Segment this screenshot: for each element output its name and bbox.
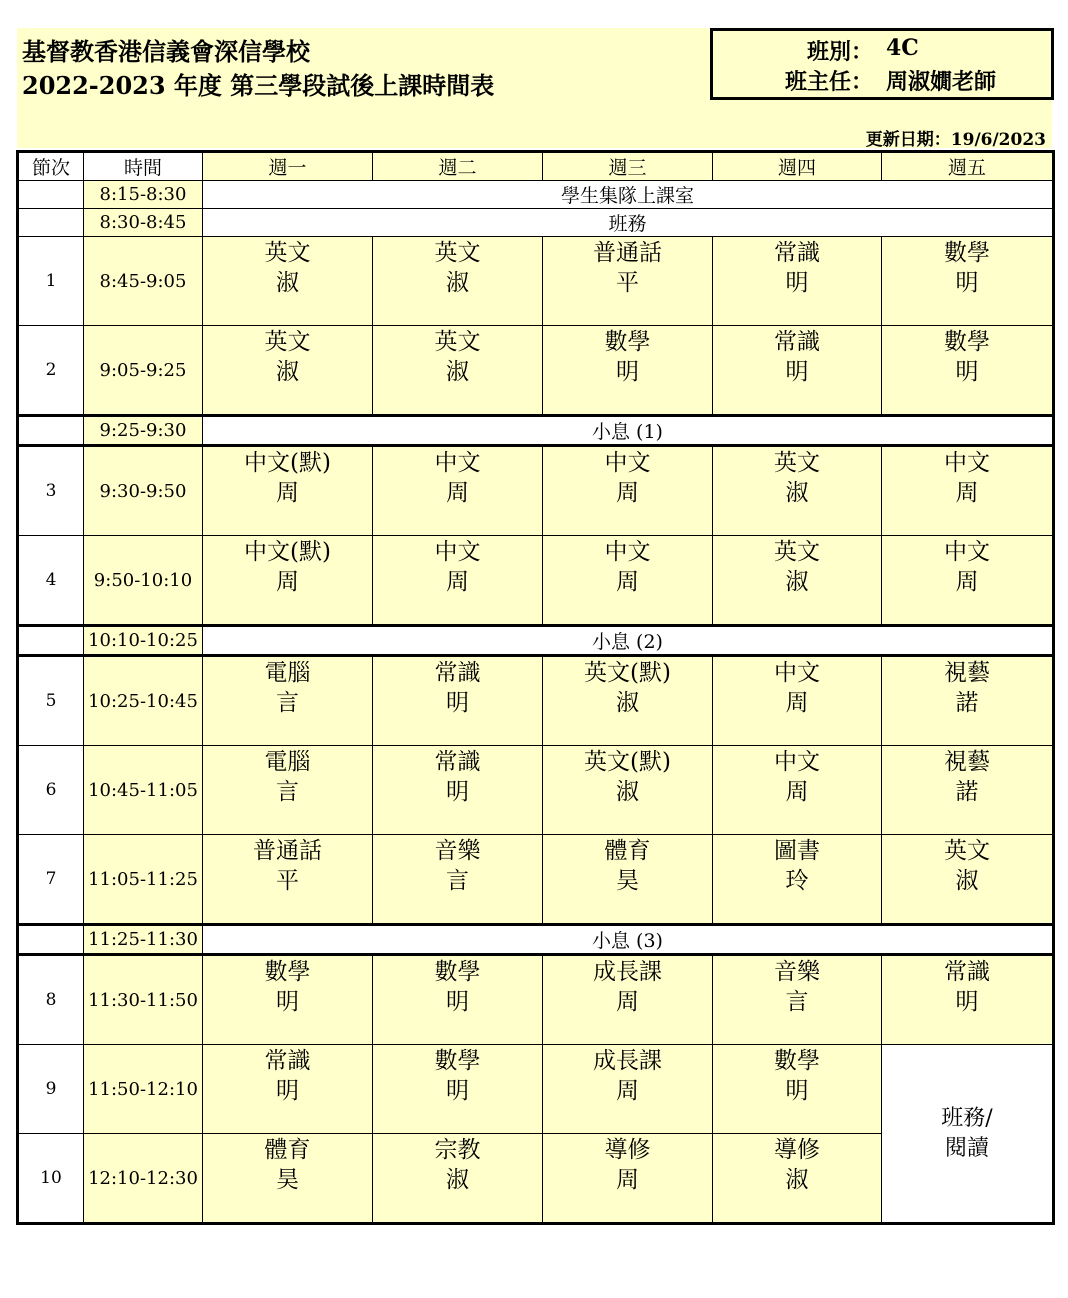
- teacher-name: 淑: [446, 1167, 469, 1193]
- friday-merged-line2: 閱讀: [944, 1135, 989, 1161]
- period-time: 11:05-11:25: [84, 835, 203, 925]
- lesson-cell: [203, 656, 373, 746]
- band-time: 8:30-8:45: [84, 209, 203, 237]
- lesson-cell: [203, 955, 373, 1045]
- subject-name: 成長課: [593, 1048, 662, 1074]
- col-header-period: 節次: [18, 152, 84, 181]
- lesson-cell: [373, 1045, 543, 1134]
- lesson-cell: [373, 536, 543, 626]
- teacher-name: 周: [446, 480, 469, 506]
- subject-name: 數學: [944, 329, 990, 355]
- period-row: [18, 446, 1054, 536]
- subject-name: 普通話: [253, 838, 322, 864]
- teacher-name: 淑: [276, 270, 299, 296]
- subject-name: 普通話: [593, 240, 662, 266]
- band-label: 班務: [203, 209, 1054, 237]
- lesson-cell-content: [373, 447, 542, 535]
- subject-name: 英文(默): [584, 660, 671, 686]
- lesson-cell-content: [882, 956, 1052, 1044]
- lesson-cell: [543, 656, 713, 746]
- lesson-cell-content: [543, 746, 712, 834]
- teacher-name: 周: [446, 569, 469, 595]
- subject-name: 英文: [434, 240, 481, 266]
- lesson-cell: [543, 446, 713, 536]
- teacher-name: 明: [955, 359, 979, 385]
- timetable: [16, 150, 1055, 1225]
- col-header-wed: 週三: [543, 152, 713, 181]
- teacher-name: 明: [446, 989, 469, 1015]
- period-time: 10:25-10:45: [84, 656, 203, 746]
- lesson-cell: [713, 746, 882, 835]
- teacher-name: 淑: [785, 569, 809, 595]
- subject-name: 常識: [264, 1048, 311, 1074]
- lesson-cell-content: [713, 746, 881, 834]
- period-number: 7: [18, 835, 84, 925]
- subject-name: 數學: [774, 1048, 820, 1074]
- lesson-cell: [203, 446, 373, 536]
- col-header-tue: 週二: [373, 152, 543, 181]
- lesson-cell: [203, 326, 373, 416]
- subject-name: 圖書: [774, 838, 820, 864]
- lesson-cell-content: [713, 237, 881, 325]
- lesson-cell-content: [373, 956, 542, 1044]
- period-number: 5: [18, 656, 84, 746]
- subject-name: 常識: [774, 329, 820, 355]
- band-time: 8:15-8:30: [84, 181, 203, 209]
- lesson-cell: [203, 835, 373, 925]
- lesson-cell-content: [373, 1045, 542, 1133]
- band-time: 10:10-10:25: [84, 626, 203, 656]
- lesson-cell-content: [543, 536, 712, 624]
- teacher-name: 周: [616, 480, 639, 506]
- teacher-name: 周: [276, 480, 299, 506]
- subject-name: 數學: [604, 329, 651, 355]
- lesson-cell-content: [713, 1134, 881, 1222]
- lesson-cell-content: [203, 746, 372, 834]
- subject-name: 英文(默): [584, 749, 671, 775]
- subject-name: 英文: [264, 240, 311, 266]
- period-number: 1: [18, 237, 84, 326]
- subject-name: 音樂: [774, 959, 820, 985]
- lesson-cell-content: [882, 746, 1052, 834]
- lesson-cell: [713, 237, 882, 326]
- teacher-name: 平: [276, 868, 299, 894]
- lesson-cell-content: [882, 237, 1052, 325]
- lesson-cell: [882, 446, 1054, 536]
- period-time: 12:10-12:30: [84, 1134, 203, 1224]
- period-row: [18, 237, 1054, 326]
- band-time: 9:25-9:30: [84, 416, 203, 446]
- lesson-cell: [373, 955, 543, 1045]
- lesson-cell-content: [713, 956, 881, 1044]
- subject-name: 視藝: [944, 660, 990, 686]
- lesson-cell: [882, 536, 1054, 626]
- teacher-label: 班主任：: [784, 69, 873, 95]
- teacher-name: 明: [446, 779, 469, 805]
- period-number: 6: [18, 746, 84, 835]
- teacher-name: 淑: [616, 690, 639, 716]
- lesson-cell: [713, 656, 882, 746]
- period-time: 9:50-10:10: [84, 536, 203, 626]
- lesson-cell-content: [203, 956, 372, 1044]
- lesson-cell-content: [373, 237, 542, 325]
- teacher-name: 明: [276, 1078, 299, 1104]
- lesson-cell-content: [882, 447, 1052, 535]
- teacher-name: 言: [446, 868, 469, 894]
- subject-name: 數學: [944, 240, 990, 266]
- period-row: [18, 326, 1054, 416]
- teacher-name: 諾: [955, 690, 979, 716]
- teacher-name: 周: [955, 480, 979, 506]
- lesson-cell: [543, 955, 713, 1045]
- period-number: 3: [18, 446, 84, 536]
- teacher-name: 昊: [616, 868, 639, 894]
- lesson-cell-content: [373, 835, 542, 923]
- lesson-cell: [203, 1134, 373, 1224]
- teacher-name: 周: [616, 569, 639, 595]
- band-row-break3: [18, 925, 1054, 955]
- lesson-cell-content: [203, 657, 372, 745]
- subject-name: 宗教: [434, 1137, 481, 1163]
- teacher-name: 玲: [785, 868, 809, 894]
- teacher-name: 言: [276, 779, 299, 805]
- teacher-name: 周: [785, 779, 809, 805]
- band-row-class_duty: [18, 209, 1054, 237]
- period-row: [18, 536, 1054, 626]
- period-time: 10:45-11:05: [84, 746, 203, 835]
- period-time: 9:30-9:50: [84, 446, 203, 536]
- timetable-title: 2022-2023 年度 第三學段試後上課時間表: [22, 71, 495, 100]
- subject-name: 中文: [434, 539, 481, 565]
- class-label: 班別：: [806, 39, 873, 65]
- lesson-cell-content: [203, 536, 372, 624]
- period-number: 9: [18, 1045, 84, 1134]
- band-period-cell: [18, 209, 84, 237]
- lesson-cell-content: [203, 326, 372, 414]
- subject-name: 導修: [604, 1137, 651, 1163]
- lesson-cell: [543, 835, 713, 925]
- lesson-cell: [203, 237, 373, 326]
- school-name: 基督教香港信義會深信學校: [22, 37, 310, 66]
- lesson-cell: [543, 326, 713, 416]
- lesson-cell: [543, 237, 713, 326]
- teacher-name: 明: [785, 359, 809, 385]
- lesson-cell: [373, 326, 543, 416]
- period-row: [18, 746, 1054, 835]
- lesson-cell: [543, 1045, 713, 1134]
- subject-name: 電腦: [264, 660, 311, 686]
- lesson-cell: [882, 656, 1054, 746]
- lesson-cell: [713, 1134, 882, 1224]
- friday-merged-line1: 班務/: [941, 1105, 993, 1131]
- lesson-cell-content: [713, 835, 881, 923]
- period-number: 10: [18, 1134, 84, 1224]
- teacher-name: 周: [616, 1078, 639, 1104]
- teacher-name: 周: [616, 989, 639, 1015]
- teacher-name: 淑: [276, 359, 299, 385]
- subject-name: 視藝: [944, 749, 990, 775]
- lesson-cell-content: [543, 657, 712, 745]
- band-row-assembly: [18, 181, 1054, 209]
- band-label: 小息 (2): [203, 626, 1054, 656]
- teacher-name: 明: [955, 270, 979, 296]
- teacher-name: 淑: [785, 480, 809, 506]
- lesson-cell-content: [203, 237, 372, 325]
- subject-name: 中文: [774, 660, 820, 686]
- subject-name: 中文(默): [244, 539, 331, 565]
- subject-name: 體育: [264, 1137, 311, 1163]
- lesson-cell-content: [203, 835, 372, 923]
- lesson-cell: [882, 746, 1054, 835]
- subject-name: 常識: [434, 660, 481, 686]
- lesson-cell: [203, 1045, 373, 1134]
- teacher-name: 周: [955, 569, 979, 595]
- lesson-cell: [713, 446, 882, 536]
- lesson-cell-content: [543, 1134, 712, 1222]
- lesson-cell-content: [543, 1045, 712, 1133]
- period-number: 2: [18, 326, 84, 416]
- teacher-name: 周: [785, 690, 809, 716]
- lesson-cell: [713, 536, 882, 626]
- subject-name: 英文: [434, 329, 481, 355]
- teacher-name: 明: [446, 690, 469, 716]
- band-label: 學生集隊上課室: [203, 181, 1054, 209]
- update-date: 更新日期：19/6/2023: [865, 130, 1046, 150]
- subject-name: 數學: [264, 959, 311, 985]
- lesson-cell-content: [713, 657, 881, 745]
- lesson-cell: [373, 656, 543, 746]
- lesson-cell-content: [203, 1134, 372, 1222]
- period-row: [18, 835, 1054, 925]
- subject-name: 音樂: [434, 838, 481, 864]
- band-label: 小息 (1): [203, 416, 1054, 446]
- subject-name: 中文: [774, 749, 820, 775]
- subject-name: 英文: [774, 539, 820, 565]
- teacher-name: 昊: [276, 1167, 299, 1193]
- teacher-name: 明: [276, 989, 299, 1015]
- teacher-name: 周: [276, 569, 299, 595]
- subject-name: 中文: [604, 539, 651, 565]
- band-row-break1: [18, 416, 1054, 446]
- period-row: [18, 955, 1054, 1045]
- teacher-value: 周淑嫺老師: [886, 69, 997, 95]
- teacher-name: 淑: [785, 1167, 809, 1193]
- band-period-cell: [18, 925, 84, 955]
- col-header-thu: 週四: [713, 152, 882, 181]
- subject-name: 常識: [944, 959, 990, 985]
- lesson-cell-content: [543, 835, 712, 923]
- period-number: 4: [18, 536, 84, 626]
- teacher-name: 明: [785, 270, 809, 296]
- teacher-name: 淑: [616, 779, 639, 805]
- subject-name: 中文(默): [244, 450, 331, 476]
- subject-name: 中文: [944, 539, 990, 565]
- subject-name: 常識: [774, 240, 820, 266]
- lesson-cell-content: [373, 746, 542, 834]
- lesson-cell: [203, 536, 373, 626]
- lesson-cell-content: [203, 447, 372, 535]
- teacher-name: 言: [276, 690, 299, 716]
- lesson-cell: [543, 536, 713, 626]
- subject-name: 中文: [604, 450, 651, 476]
- teacher-name: 淑: [446, 359, 469, 385]
- teacher-name: 言: [785, 989, 809, 1015]
- lesson-cell: [713, 835, 882, 925]
- band-time: 11:25-11:30: [84, 925, 203, 955]
- lesson-cell-content: [373, 326, 542, 414]
- period-time: 8:45-9:05: [84, 237, 203, 326]
- lesson-cell: [713, 1045, 882, 1134]
- subject-name: 中文: [944, 450, 990, 476]
- lesson-cell: [543, 746, 713, 835]
- band-label: 小息 (3): [203, 925, 1054, 955]
- lesson-cell-content: [713, 1045, 881, 1133]
- lesson-cell-content: [543, 326, 712, 414]
- lesson-cell: [882, 955, 1054, 1045]
- lesson-cell: [373, 746, 543, 835]
- lesson-cell-content: [373, 536, 542, 624]
- subject-name: 電腦: [264, 749, 311, 775]
- teacher-name: 明: [616, 359, 639, 385]
- lesson-cell-content: [713, 536, 881, 624]
- subject-name: 常識: [434, 749, 481, 775]
- lesson-cell: [203, 746, 373, 835]
- lesson-cell-content: [713, 447, 881, 535]
- friday-merged-label: [882, 1104, 1052, 1164]
- teacher-name: 明: [955, 989, 979, 1015]
- period-number: 8: [18, 955, 84, 1045]
- subject-name: 中文: [434, 450, 481, 476]
- band-period-cell: [18, 626, 84, 656]
- subject-name: 成長課: [593, 959, 662, 985]
- subject-name: 英文: [774, 450, 820, 476]
- lesson-cell: [882, 326, 1054, 416]
- subject-name: 英文: [944, 838, 990, 864]
- teacher-name: 周: [616, 1167, 639, 1193]
- lesson-cell-content: [713, 326, 881, 414]
- teacher-name: 明: [785, 1078, 809, 1104]
- lesson-cell-content: [543, 956, 712, 1044]
- lesson-cell-content: [882, 835, 1052, 923]
- lesson-cell: [373, 835, 543, 925]
- band-row-break2: [18, 626, 1054, 656]
- band-period-cell: [18, 181, 84, 209]
- header-row: [18, 152, 1054, 181]
- lesson-cell-content: [543, 447, 712, 535]
- teacher-name: 淑: [955, 868, 979, 894]
- period-time: 11:50-12:10: [84, 1045, 203, 1134]
- teacher-name: 平: [616, 270, 639, 296]
- subject-name: 數學: [434, 1048, 481, 1074]
- class-info-box: [710, 28, 1054, 100]
- lesson-cell-content: [882, 536, 1052, 624]
- period-time: 11:30-11:50: [84, 955, 203, 1045]
- subject-name: 導修: [774, 1137, 820, 1163]
- period-row: [18, 656, 1054, 746]
- lesson-cell: [713, 955, 882, 1045]
- col-header-mon: 週一: [203, 152, 373, 181]
- lesson-cell: [373, 1134, 543, 1224]
- lesson-cell-content: [203, 1045, 372, 1133]
- lesson-cell-content: [543, 237, 712, 325]
- col-header-fri: 週五: [882, 152, 1054, 181]
- friday-merged-cell: [882, 1045, 1054, 1224]
- period-row: [18, 1045, 1054, 1134]
- lesson-cell: [373, 237, 543, 326]
- lesson-cell: [882, 835, 1054, 925]
- lesson-cell: [713, 326, 882, 416]
- lesson-cell-content: [373, 657, 542, 745]
- lesson-cell-content: [882, 657, 1052, 745]
- teacher-name: 淑: [446, 270, 469, 296]
- col-header-time: 時間: [84, 152, 203, 181]
- period-time: 9:05-9:25: [84, 326, 203, 416]
- lesson-cell-content: [373, 1134, 542, 1222]
- band-period-cell: [18, 416, 84, 446]
- teacher-name: 諾: [955, 779, 979, 805]
- teacher-name: 明: [446, 1078, 469, 1104]
- subject-name: 英文: [264, 329, 311, 355]
- lesson-cell: [543, 1134, 713, 1224]
- lesson-cell-content: [882, 326, 1052, 414]
- class-value: 4C: [886, 35, 919, 61]
- lesson-cell: [373, 446, 543, 536]
- subject-name: 體育: [604, 838, 651, 864]
- lesson-cell: [882, 237, 1054, 326]
- subject-name: 數學: [434, 959, 481, 985]
